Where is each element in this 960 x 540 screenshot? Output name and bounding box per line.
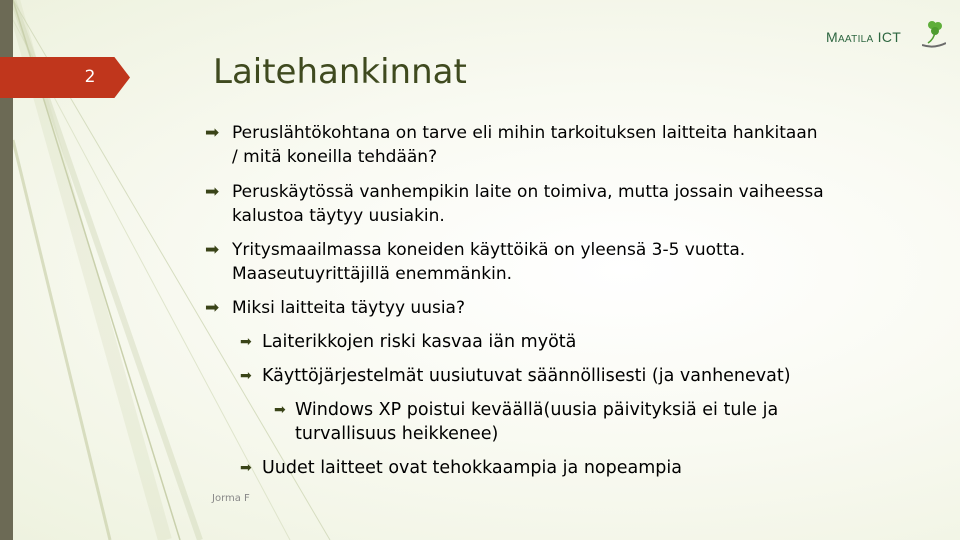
bullet-text: Maaseutuyrittäjillä enemmänkin. bbox=[232, 264, 513, 284]
arrow-bullet-icon: ➡ bbox=[205, 298, 220, 318]
footer-author: Jorma F bbox=[212, 493, 250, 504]
bullet-text: / mitä koneilla tehdään? bbox=[232, 147, 438, 167]
arrow-bullet-icon: ➡ bbox=[240, 368, 252, 384]
arrow-bullet-icon: ➡ bbox=[205, 182, 220, 202]
arrow-bullet-icon: ➡ bbox=[240, 460, 252, 476]
arrow-bullet-icon: ➡ bbox=[205, 123, 220, 143]
bullet-text: Yritysmaailmassa koneiden käyttöikä on yleensä 3-5 vuotta. bbox=[232, 240, 746, 260]
clover-icon bbox=[922, 19, 946, 49]
bullet-text: Peruskäytössä vanhempikin laite on toimiva, mutta jossain vaiheessa bbox=[232, 182, 824, 202]
bullet-text: Laiterikkojen riski kasvaa iän myötä bbox=[262, 332, 577, 352]
arrow-bullet-icon: ➡ bbox=[274, 402, 286, 418]
bullet-text: Windows XP poistui keväällä(uusia päivityksiä ei tule ja bbox=[295, 400, 779, 420]
slide-number: 2 bbox=[84, 67, 96, 87]
bullet-text: Miksi laitteita täytyy uusia? bbox=[232, 298, 465, 318]
arrow-bullet-icon: ➡ bbox=[205, 240, 220, 260]
arrow-bullet-icon: ➡ bbox=[240, 334, 252, 350]
bullet-text: turvallisuus heikkenee) bbox=[295, 424, 499, 444]
bullet-text: Peruslähtökohtana on tarve eli mihin tarkoituksen laitteita hankitaan bbox=[232, 123, 818, 143]
slide-title: Laitehankinnat bbox=[213, 52, 467, 92]
logo-text: Maatila ICT bbox=[826, 29, 902, 45]
bullet-text: Käyttöjärjestelmät uusiutuvat säännöllisesti (ja vanhenevat) bbox=[262, 366, 791, 386]
maatila-ict-logo bbox=[826, 19, 946, 53]
bullet-text: Uudet laitteet ovat tehokkaampia ja nopeampia bbox=[262, 458, 682, 478]
bullet-text: kalustoa täytyy uusiakin. bbox=[232, 206, 445, 226]
